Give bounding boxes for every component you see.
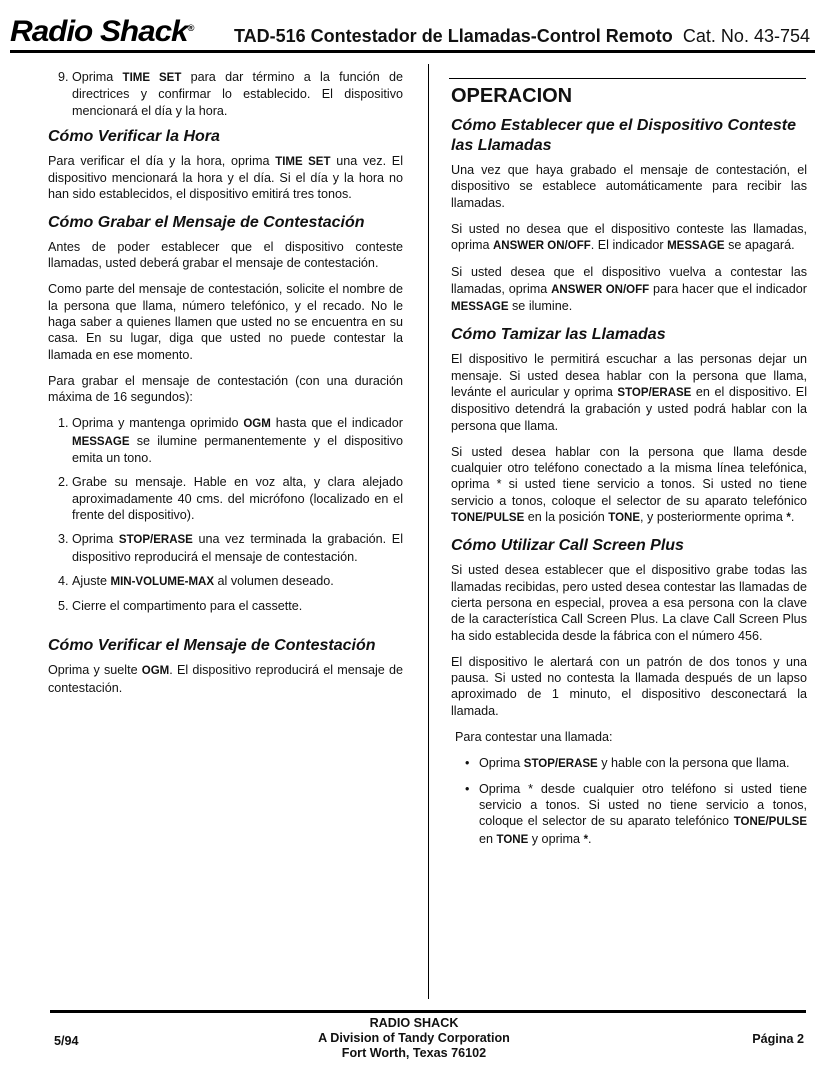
key-label: MESSAGE — [72, 435, 130, 448]
footer-line: RADIO SHACK — [369, 1016, 459, 1030]
bullet-item — [451, 755, 807, 772]
text: Oprima * desde cualquier otro teléfono si usted tiene servicio a tonos. Si usted no tiene servicio a tonos, coloque el selector de su aparato telefónico — [479, 781, 807, 829]
text: se ilumine. — [508, 299, 573, 314]
text: El dispositivo le permitirá escuchar a las personas dejar un mensaje. Si usted desea hablar con la persona que llama, levánte el auricular y oprima — [451, 352, 807, 399]
left-column — [48, 69, 403, 706]
key-label: OGM — [141, 665, 170, 678]
header-rule — [10, 50, 815, 53]
page-header — [10, 12, 818, 52]
document-title: TAD-516 Contestador de Llamadas-Control Remoto — [234, 26, 673, 46]
key-label: TIME SET — [122, 72, 182, 84]
key-label: TONE — [608, 512, 641, 525]
bullet-dot: • — [465, 781, 470, 796]
text: . El indicador — [590, 238, 668, 253]
step-5 — [48, 598, 403, 614]
page-number: Página 2 — [752, 1032, 804, 1046]
text: en el dispositivo. El dispositivo detendrá la grabación y usted podrá hablar con la persona que llama. — [451, 384, 807, 433]
key-label: STOP/ERASE — [118, 534, 193, 547]
step-1 — [48, 415, 403, 466]
step-number: 1. — [58, 416, 69, 431]
footer-company — [0, 1016, 828, 1061]
paragraph — [451, 264, 807, 315]
key-label: ANSWER ON/OFF — [493, 240, 591, 253]
chapter-heading: OPERACION — [451, 85, 573, 107]
step-4 — [48, 573, 403, 590]
text: . El dispositivo reproducirá el mensaje de contestación. — [48, 663, 403, 695]
key-label: STOP/ERASE — [523, 758, 598, 771]
text: Si usted no desea que el dispositivo conteste las llamadas, oprima — [451, 221, 807, 253]
text: en — [479, 831, 497, 846]
radio-shack-logo — [10, 12, 193, 52]
step-text: al volumen deseado. — [214, 573, 334, 588]
paragraph: El dispositivo le alertará con un patrón de dos tonos y una pausa. Si usted no contesta la llamada después de un lapso aproximado de 1 minuto, el dispositivo desconectará la llamada. — [451, 654, 807, 718]
right-column — [451, 84, 807, 856]
step-number: 5. — [58, 599, 69, 614]
step-text: Ajuste — [72, 573, 111, 588]
key-label: MESSAGE — [451, 301, 509, 314]
paragraph — [451, 444, 807, 526]
paragraph: Una vez que haya grabado el mensaje de contestación, el dispositivo se establece automáticamente para recibir las llamadas. — [451, 163, 807, 210]
registered-mark: ® — [187, 23, 194, 33]
key-label: ANSWER ON/OFF — [551, 283, 650, 296]
key-label: OGM — [243, 418, 271, 431]
step-text: para dar término a la función de directrices y confirmar lo establecido. El dispositivo mencionará el día y la hora. — [72, 70, 403, 118]
key-label: * — [786, 512, 791, 525]
step-number: 4. — [58, 573, 69, 588]
step-number: 9. — [58, 70, 69, 84]
text: en la posición — [524, 510, 609, 525]
paragraph — [451, 351, 807, 433]
key-label: MIN-VOLUME-MAX — [110, 575, 215, 588]
paragraph: Antes de poder establecer que el dispositivo conteste llamadas, usted deberá grabar el mensaje de contestación. — [48, 239, 403, 271]
text: Si usted desea hablar con la persona que llama desde cualquier otro teléfono conectado a la misma línea telefónica, oprima * si usted tiene servicio a tonos. Si usted no tiene servicio a tonos, coloque el selector de su aparato telefónico — [451, 444, 807, 508]
key-label: * — [583, 833, 589, 846]
step-number: 2. — [58, 475, 69, 490]
step-3 — [48, 531, 403, 565]
footer-line: Fort Worth, Texas 76102 — [341, 1046, 487, 1060]
step-text: hasta que el indicador — [270, 416, 403, 431]
paragraph: Si usted desea establecer que el dispositivo grabe todas las llamadas recibidas, pero usted desea contestar las llamadas de cierta persona en especial, provea a esa persona con la clave de la característica Call Screen Plus. La clave Call Screen Plus ha sido establecida desde la fábrica con el número 456. — [451, 563, 807, 643]
text: para hacer que el indicador — [649, 281, 807, 296]
text: . — [588, 831, 592, 846]
key-label: STOP/ERASE — [617, 386, 692, 399]
text: Para verificar el día y la hora, oprima — [48, 153, 276, 168]
page-footer — [0, 1016, 828, 1066]
paragraph — [48, 153, 403, 203]
step-text: Oprima — [72, 70, 123, 84]
text: Oprima y suelte — [48, 663, 142, 678]
bullet-item — [451, 781, 807, 848]
text: Si usted desea que el dispositivo vuelva a contestar las llamadas, oprima — [451, 265, 807, 296]
text: y hable con la persona que llama. — [597, 756, 790, 771]
step-2 — [48, 474, 403, 523]
text: , y posteriormente oprima — [640, 510, 787, 525]
text: y oprima — [528, 831, 584, 846]
column-divider — [428, 64, 429, 999]
text: una vez. El dispositivo mencionará la hora y el día. Si el día y la hora no han sido establecidos, el dispositivo emitirá tres tonos. — [48, 153, 404, 202]
text: . — [790, 510, 795, 525]
paragraph — [48, 662, 403, 696]
footer-date: 5/94 — [54, 1034, 79, 1048]
paragraph: Para grabar el mensaje de contestación (con una duración máxima de 16 segundos): — [48, 373, 403, 405]
key-label: TONE/PULSE — [733, 816, 807, 829]
step-9 — [48, 69, 403, 119]
text: se apagará. — [724, 238, 795, 253]
section-title: Cómo Utilizar Call Screen Plus — [451, 537, 684, 555]
paragraph: Para contestar una llamada: — [455, 730, 613, 745]
section-title: Cómo Verificar la Hora — [48, 127, 220, 145]
bullet-dot: • — [465, 756, 470, 771]
footer-line: A Division of Tandy Corporation — [318, 1031, 510, 1045]
section-title: Cómo Verificar el Mensaje de Contestación — [48, 637, 376, 655]
key-label: TONE — [496, 833, 529, 846]
catalog-number: Cat. No. 43-754 — [682, 26, 810, 46]
section-rule — [449, 78, 806, 79]
section-title: Cómo Establecer que el Dispositivo Conteste las Llamadas — [451, 117, 796, 154]
section-title: Cómo Grabar el Mensaje de Contestación — [48, 213, 365, 231]
key-label: TONE/PULSE — [451, 512, 525, 525]
step-text: se ilumine permanentemente y el dispositivo emita un tono. — [72, 433, 403, 466]
key-label: TIME SET — [275, 155, 331, 168]
key-label: MESSAGE — [667, 240, 725, 253]
step-text: Cierre el compartimento para el cassette. — [72, 599, 303, 614]
logo-text: Radio Shack — [10, 15, 188, 48]
step-text: Grabe su mensaje. Hable en voz alta, y clara alejado aproximadamente 40 cms. del micrófono (localizado en el frente del dispositivo). — [72, 475, 403, 522]
step-number: 3. — [58, 532, 69, 547]
step-text: Oprima y mantenga oprimido — [72, 416, 244, 431]
paragraph — [451, 221, 807, 255]
step-text: Oprima — [72, 532, 119, 547]
footer-rule — [50, 1010, 806, 1013]
paragraph: Como parte del mensaje de contestación, solicite el nombre de la persona que llama, número telefónico, y el recado. No le haga saber a quienes llamen que usted no se encuentra en su casa. En su lugar, diga que usted no puede contestar la llamada en ese momento. — [48, 282, 403, 362]
text: Oprima — [479, 756, 524, 771]
step-text: una vez terminada la grabación. El dispositivo reproducirá el mensaje de contestación. — [72, 532, 403, 564]
section-title: Cómo Tamizar las Llamadas — [451, 326, 666, 344]
